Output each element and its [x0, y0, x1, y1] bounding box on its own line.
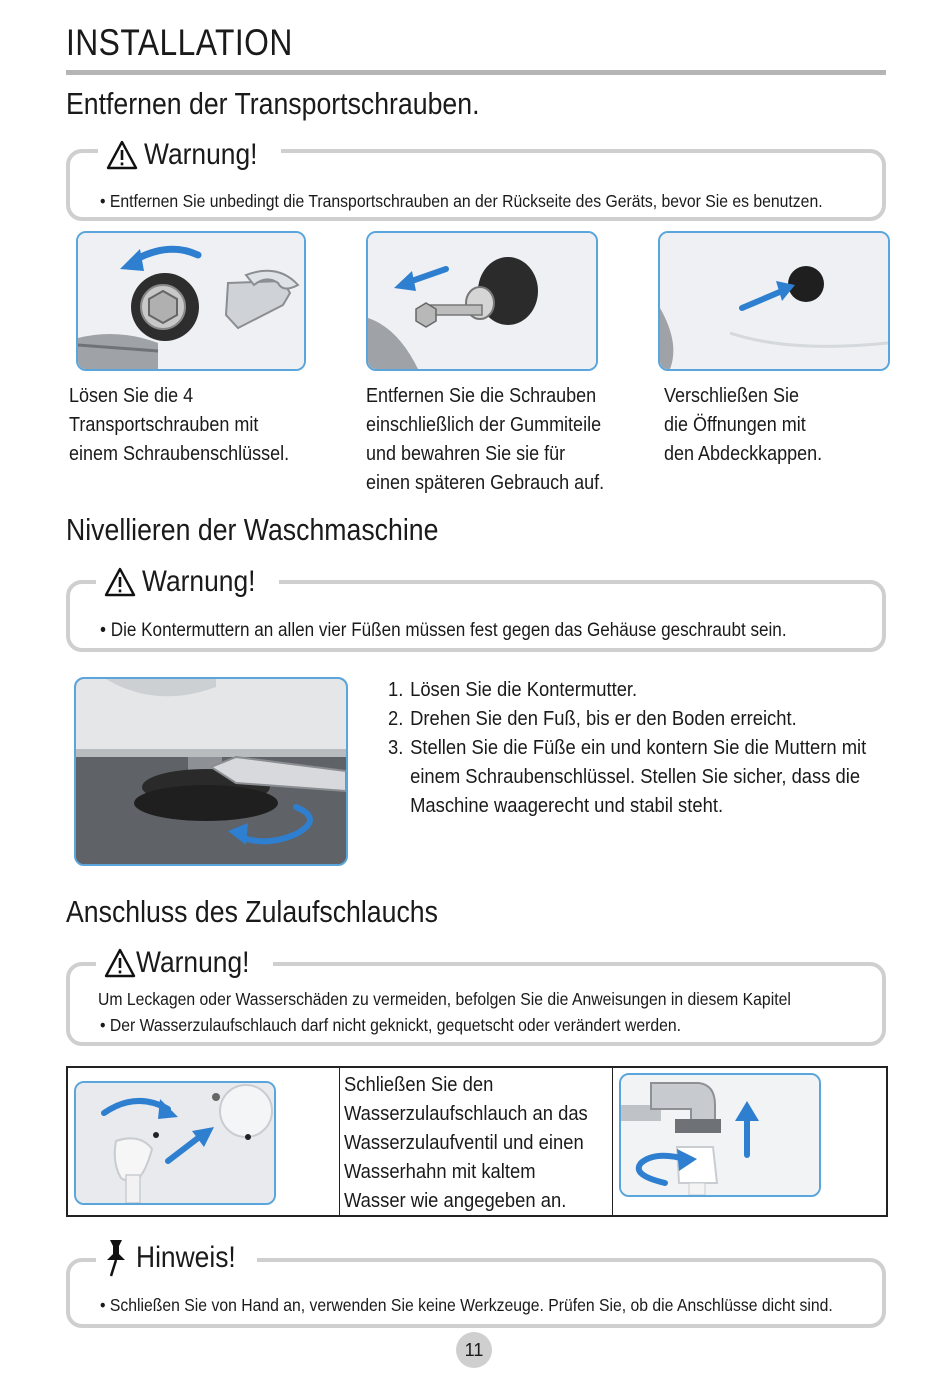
- warning-label: Warnung!: [136, 946, 250, 979]
- step-number: 1.: [388, 679, 404, 701]
- caption-loosen-bolts: Lösen Sie die 4 Transportschrauben mit einem Schraubenschlüssel.: [69, 385, 290, 465]
- warning-heading: [96, 565, 279, 599]
- warning-text-line1: Um Leckagen oder Wasserschäden zu vermeiden, befolgen Sie die Anweisungen in diesem Kapitel: [98, 989, 791, 1009]
- step-text: Stellen Sie die Füße ein und kontern Sie die Muttern mit einem Schraubenschlüssel. Stellen Sie sicher, dass die Maschine waagerecht und stabil steht.: [410, 737, 867, 817]
- section-heading-inlet-hose: Anschluss des Zulaufschlauchs: [66, 894, 438, 929]
- photo-inlet-valve: [74, 1081, 276, 1205]
- caption-remove-screws: Entfernen Sie die Schrauben einschließlich der Gummiteile und bewahren Sie sie für einen späteren Gebrauch auf.: [366, 385, 605, 494]
- section-heading-transport-screws: Entfernen der Transportschrauben.: [66, 86, 480, 121]
- caption-cover-caps: Verschließen Sie die Öffnungen mit den Abdeckkappen.: [664, 385, 823, 465]
- warning-heading: [96, 946, 273, 980]
- warning-text-line2: • Der Wasserzulaufschlauch darf nicht geknickt, gequetscht oder verändert werden.: [100, 1015, 681, 1035]
- warning-label: Warnung!: [142, 565, 256, 598]
- section-heading-leveling: Nivellieren der Waschmaschine: [66, 512, 439, 547]
- step-number: 2.: [388, 708, 404, 730]
- warning-label: Warnung!: [144, 138, 258, 171]
- photo-loosen-bolts: [76, 231, 306, 371]
- leveling-steps: [388, 676, 866, 821]
- hose-instruction-text: Schließen Sie den Wasserzulaufschlauch an das Wasserzulaufventil und einen Wasserhahn mit kaltem Wasser wie angegeben an.: [344, 1074, 588, 1212]
- table-cell-valve-photo: [68, 1068, 340, 1215]
- warning-text: • Entfernen Sie unbedingt die Transportschrauben an der Rückseite des Geräts, bevor Sie es benutzen.: [100, 191, 823, 211]
- page-title: INSTALLATION: [66, 22, 293, 63]
- note-label: Hinweis!: [136, 1241, 236, 1274]
- warning-text: • Die Kontermuttern an allen vier Füßen müssen fest gegen das Gehäuse geschraubt sein.: [100, 620, 787, 641]
- warning-triangle-icon: [104, 948, 136, 978]
- photo-leveling-foot: [74, 677, 348, 866]
- page-number: 11: [456, 1332, 492, 1368]
- warning-triangle-icon: [106, 140, 138, 170]
- table-cell-instruction: [340, 1068, 613, 1215]
- warning-heading: [98, 138, 281, 172]
- step-text: Drehen Sie den Fuß, bis er den Boden erreicht.: [410, 708, 797, 730]
- step-item: [388, 705, 866, 734]
- warning-triangle-icon: [104, 567, 136, 597]
- note-heading: [96, 1238, 257, 1278]
- hose-instruction-table: [66, 1066, 888, 1217]
- photo-remove-screws: [366, 231, 598, 371]
- photo-water-tap: [619, 1073, 821, 1197]
- step-item: [388, 734, 866, 821]
- note-text: • Schließen Sie von Hand an, verwenden Sie keine Werkzeuge. Prüfen Sie, ob die Anschlüsse dicht sind.: [100, 1295, 833, 1315]
- step-text: Lösen Sie die Kontermutter.: [410, 679, 638, 701]
- step-number: 3.: [388, 737, 404, 759]
- table-cell-tap-photo: [613, 1068, 886, 1215]
- step-item: [388, 676, 866, 705]
- title-divider: [66, 70, 886, 75]
- photo-cover-caps: [658, 231, 890, 371]
- pushpin-icon: [104, 1238, 128, 1278]
